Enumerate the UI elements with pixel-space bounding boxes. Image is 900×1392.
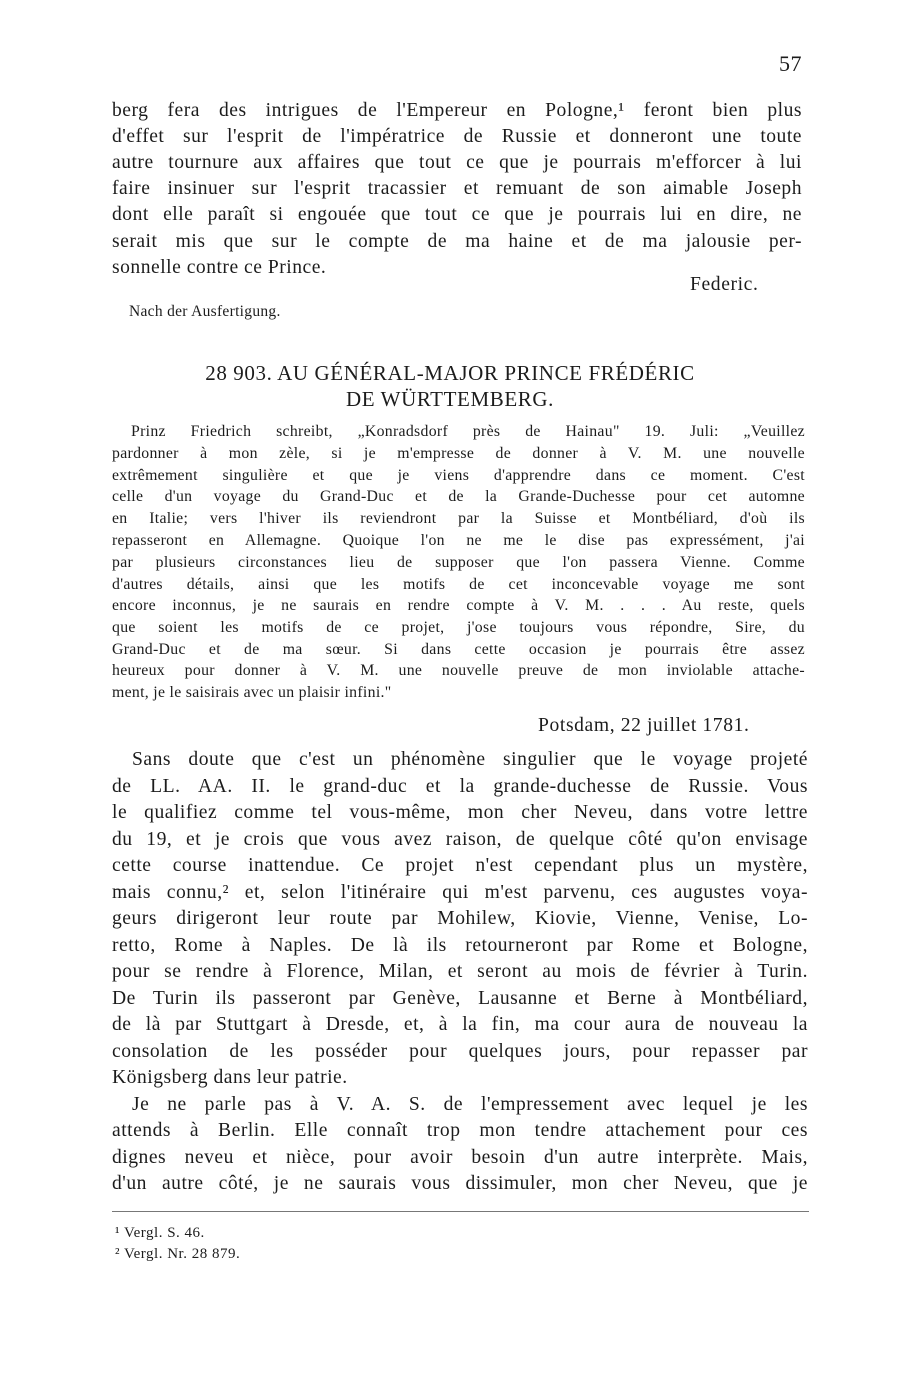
text-line: d'effet sur l'esprit de l'impératrice de Russie et donneront une toute: [112, 126, 802, 147]
summary-line: pardonner à mon zèle, si je m'empresse de donner à V. M. une nouvelle: [112, 445, 805, 462]
summary-line: celle d'un voyage du Grand-Duc et de la Grande-Duchesse pour cet automne: [112, 488, 805, 505]
body-line: du 19, et je crois que vous avez raison, de quelque côté qu'on envisage: [112, 829, 808, 850]
dateline: Potsdam, 22 juillet 1781.: [538, 715, 750, 736]
summary-line: encore inconnus, je ne saurais en rendre compte à V. M. . . . Au reste, quels: [112, 597, 805, 614]
footnote: ² Vergl. Nr. 28 879.: [115, 1246, 241, 1262]
letter-heading: 28 903. AU GÉNÉRAL-MAJOR PRINCE FRÉDÉRIC: [205, 361, 695, 385]
text-line: sonnelle contre ce Prince.: [112, 257, 327, 278]
body-line: De Turin ils passeront par Genève, Lausanne et Berne à Montbéliard,: [112, 988, 808, 1009]
signature: Federic.: [690, 274, 759, 295]
body-line: geurs dirigeront leur route par Mohilew, Kiovie, Vienne, Venise, Lo-: [112, 908, 808, 929]
summary-line: par plusieurs circonstances lieu de supposer que l'on passera Vienne. Comme: [112, 554, 805, 571]
body-line: de LL. AA. II. le grand-duc et la grande-duchesse de Russie. Vous: [112, 776, 808, 797]
summary-line: d'autres détails, ainsi que les motifs de cet inconcevable voyage me sont: [112, 576, 805, 593]
footnote-rule: [112, 1211, 809, 1212]
letter-heading-continued: DE WÜRTTEMBERG.: [345, 387, 554, 411]
summary-line: heureux pour donner à V. M. une nouvelle preuve de mon inviolable attache-: [112, 662, 805, 679]
body-line: dignes neveu et nièce, pour avoir besoin d'un autre interprète. Mais,: [112, 1147, 808, 1168]
text-line: berg fera des intrigues de l'Empereur en Pologne,¹ feront bien plus: [112, 100, 802, 121]
body-line: le qualifiez comme tel vous-même, mon cher Neveu, dans votre lettre: [112, 802, 808, 823]
summary-line: Prinz Friedrich schreibt, „Konradsdorf près de Hainau" 19. Juli: „Veuillez: [131, 423, 805, 440]
text-line: autre tournure aux affaires que tout ce que je pourrais m'efforcer à lui: [112, 152, 802, 173]
body-line: retto, Rome à Naples. De là ils retourneront par Rome et Bologne,: [112, 935, 808, 956]
body-line: mais connu,² et, selon l'itinéraire qui m'est parvenu, ces augustes voya-: [112, 882, 808, 903]
summary-line: Grand-Duc et de ma sœur. Si dans cette occasion je pourrais être assez: [112, 641, 805, 658]
text-line: serait mis que sur le compte de ma haine et de ma jalousie per-: [112, 231, 802, 252]
summary-line: ment, je le saisirais avec un plaisir infini.": [112, 684, 392, 701]
body-line: Sans doute que c'est un phénomène singulier que le voyage projeté: [132, 749, 808, 770]
text-line: dont elle paraît si engouée que tout ce que je pourrais lui en dire, ne: [112, 204, 802, 225]
source-note: Nach der Ausfertigung.: [129, 303, 281, 320]
page-number: 57: [779, 51, 802, 76]
body-line: cette course inattendue. Ce projet n'est cependant plus un mystère,: [112, 855, 808, 876]
body-line: d'un autre côté, je ne saurais vous dissimuler, mon cher Neveu, que je: [112, 1173, 808, 1194]
body-line: Je ne parle pas à V. A. S. de l'empressement avec lequel je les: [132, 1094, 808, 1115]
summary-line: en Italie; vers l'hiver ils reviendront par la Suisse et Montbéliard, d'où ils: [112, 510, 805, 527]
body-line: Königsberg dans leur patrie.: [112, 1067, 348, 1088]
summary-line: extrêmement singulière et que je viens d'apprendre dans ce moment. C'est: [112, 467, 805, 484]
body-line: consolation de les posséder pour quelques jours, pour repasser par: [112, 1041, 808, 1062]
summary-line: repasseront en Allemagne. Quoique l'on ne me le dise pas expressément, j'ai: [112, 532, 805, 549]
text-line: faire insinuer sur l'esprit tracassier et remuant de son aimable Joseph: [112, 178, 802, 199]
body-line: de là par Stuttgart à Dresde, et, à la fin, ma cour aura de nouveau la: [112, 1014, 808, 1035]
body-line: attends à Berlin. Elle connaît trop mon tendre attachement pour ces: [112, 1120, 808, 1141]
summary-line: que soient les motifs de ce projet, j'ose toujours vous répondre, Sire, du: [112, 619, 805, 636]
body-line: pour se rendre à Florence, Milan, et seront au mois de février à Turin.: [112, 961, 808, 982]
footnote: ¹ Vergl. S. 46.: [115, 1225, 205, 1241]
